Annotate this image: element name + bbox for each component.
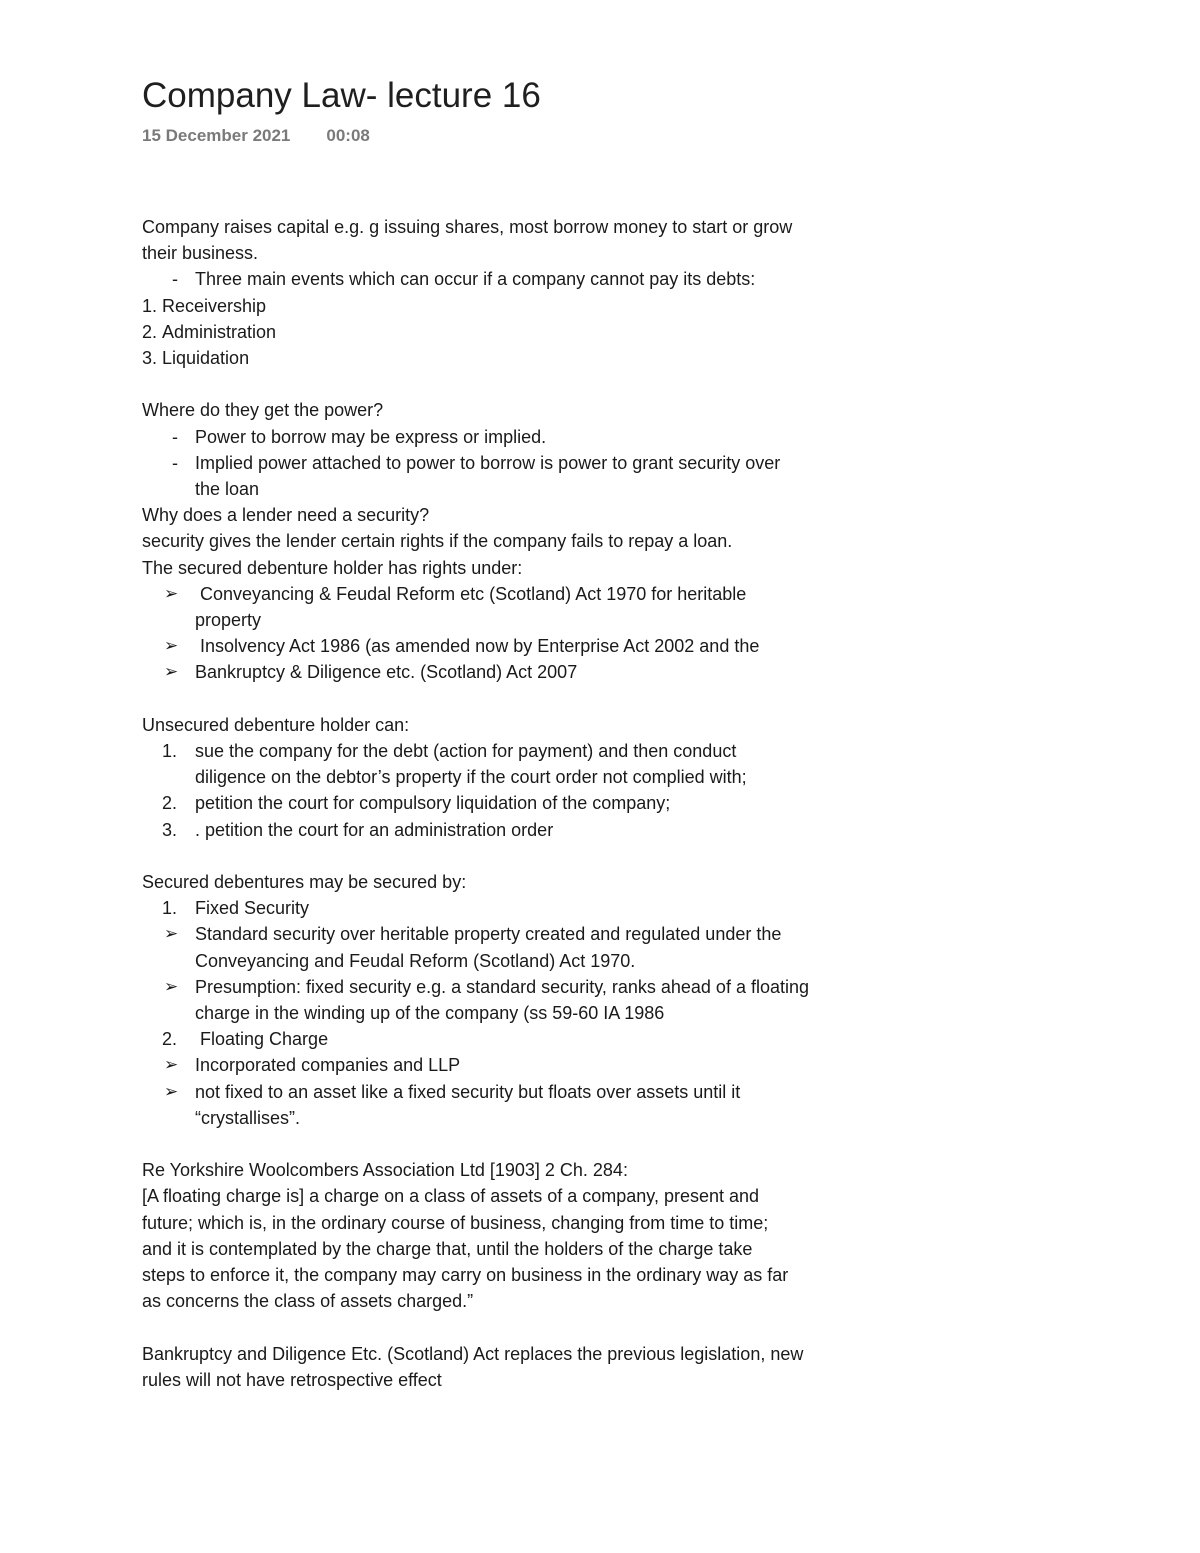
list-item — [142, 319, 902, 345]
intro-line: their business. — [142, 243, 259, 264]
list-item-text: Three main events which can occur if a company cannot pay its debts: — [195, 269, 756, 290]
dash-marker: - — [172, 452, 178, 473]
case-quote-line: steps to enforce it, the company may carry on business in the ordinary way as far — [142, 1265, 789, 1286]
list-item — [142, 633, 902, 659]
arrow-bullet-icon: ➢ — [164, 662, 179, 682]
case-quote-line: as concerns the class of assets charged.” — [142, 1291, 474, 1312]
list-number: 2. — [162, 1029, 178, 1050]
note-body — [142, 214, 902, 1393]
list-item — [142, 345, 902, 371]
list-item-text: Floating Charge — [195, 1029, 329, 1050]
case-citation: Re Yorkshire Woolcombers Association Ltd [1903] 2 Ch. 284: — [142, 1160, 628, 1181]
list-item — [142, 921, 902, 973]
blank-line — [142, 371, 902, 397]
list-item — [142, 424, 902, 450]
list-item-text: not fixed to an asset like a fixed security but floats over assets until it — [195, 1081, 741, 1102]
list-item-text: Standard security over heritable property created and regulated under the — [195, 924, 782, 945]
arrow-bullet-icon: ➢ — [164, 636, 179, 656]
list-number: 1. — [142, 295, 158, 316]
list-item — [142, 450, 902, 502]
list-item-text: diligence on the debtor’s property if the court order not complied with; — [195, 767, 747, 788]
list-item-text: Bankruptcy & Diligence etc. (Scotland) Act 2007 — [195, 662, 578, 683]
list-item-text: Administration — [162, 321, 277, 342]
list-item-text: Liquidation — [162, 348, 250, 369]
case-quote-line: and it is contemplated by the charge that, until the holders of the charge take — [142, 1238, 753, 1259]
list-number: 3. — [162, 819, 178, 840]
section-heading: Where do they get the power? — [142, 400, 384, 421]
list-item-text: Implied power attached to power to borrow is power to grant security over — [195, 452, 781, 473]
list-item-text: sue the company for the debt (action for payment) and then conduct — [195, 741, 737, 762]
arrow-bullet-icon: ➢ — [164, 976, 179, 996]
paragraph-line: The secured debenture holder has rights under: — [142, 557, 523, 578]
list-item-text: Incorporated companies and LLP — [195, 1055, 461, 1076]
blank-line — [142, 843, 902, 869]
list-item — [142, 974, 902, 1026]
list-item-text: property — [195, 610, 262, 631]
list-item-text: Conveyancing and Feudal Reform (Scotland) Act 1970. — [195, 950, 636, 971]
list-item-text: Power to borrow may be express or implied. — [195, 426, 547, 447]
section-heading: Unsecured debenture holder can: — [142, 714, 410, 735]
list-item — [142, 1052, 902, 1078]
intro-line: Company raises capital e.g. g issuing shares, most borrow money to start or grow — [142, 217, 793, 237]
list-number: 2. — [162, 793, 178, 814]
note-page — [142, 70, 902, 1393]
answer-line: security gives the lender certain rights if the company fails to repay a loan. — [142, 531, 733, 552]
list-item — [142, 659, 902, 685]
list-item — [142, 1026, 902, 1052]
list-item-text: charge in the winding up of the company (ss 59-60 IA 1986 — [195, 1003, 665, 1024]
list-item-text: petition the court for compulsory liquidation of the company; — [195, 793, 671, 814]
list-item-text: the loan — [195, 479, 260, 500]
blank-line — [142, 1131, 902, 1157]
arrow-bullet-icon: ➢ — [164, 1055, 179, 1075]
list-item — [142, 1079, 902, 1131]
list-item-text: Conveyancing & Feudal Reform etc (Scotland) Act 1970 for heritable — [195, 583, 747, 604]
list-item — [142, 790, 902, 816]
list-item-text: Receivership — [162, 295, 267, 316]
list-number: 3. — [142, 348, 158, 369]
note-meta — [142, 126, 902, 146]
list-item — [142, 817, 902, 843]
arrow-bullet-icon: ➢ — [164, 583, 179, 603]
list-number: 1. — [162, 741, 178, 762]
dash-marker: - — [172, 426, 178, 447]
list-number: 1. — [162, 898, 178, 919]
closing-line: rules will not have retrospective effect — [142, 1369, 442, 1390]
dash-marker: - — [172, 269, 178, 290]
note-time: 00:08 — [326, 126, 370, 145]
list-number: 2. — [142, 321, 158, 342]
list-item — [142, 266, 902, 292]
list-item-text: Presumption: fixed security e.g. a standard security, ranks ahead of a floating — [195, 976, 809, 997]
list-item-text: . petition the court for an administration order — [195, 819, 554, 840]
list-item — [142, 293, 902, 319]
closing-line: Bankruptcy and Diligence Etc. (Scotland) Act replaces the previous legislation, new — [142, 1343, 804, 1364]
arrow-bullet-icon: ➢ — [164, 1081, 179, 1101]
blank-line — [142, 686, 902, 712]
page-title: Company Law- lecture 16 — [142, 76, 541, 115]
arrow-bullet-icon: ➢ — [164, 924, 179, 944]
case-quote-line: [A floating charge is] a charge on a class of assets of a company, present and — [142, 1186, 760, 1207]
note-date: 15 December 2021 — [142, 126, 291, 145]
list-item — [142, 581, 902, 633]
case-quote-line: future; which is, in the ordinary course of business, changing from time to time; — [142, 1212, 769, 1233]
list-item-text: Insolvency Act 1986 (as amended now by Enterprise Act 2002 and the — [195, 636, 760, 657]
list-item-text: “crystallises”. — [195, 1107, 301, 1128]
list-item-text: Fixed Security — [195, 898, 310, 919]
section-heading: Secured debentures may be secured by: — [142, 872, 467, 893]
list-item — [142, 895, 902, 921]
question-line: Why does a lender need a security? — [142, 505, 430, 526]
blank-line — [142, 1314, 902, 1340]
list-item — [142, 738, 902, 790]
